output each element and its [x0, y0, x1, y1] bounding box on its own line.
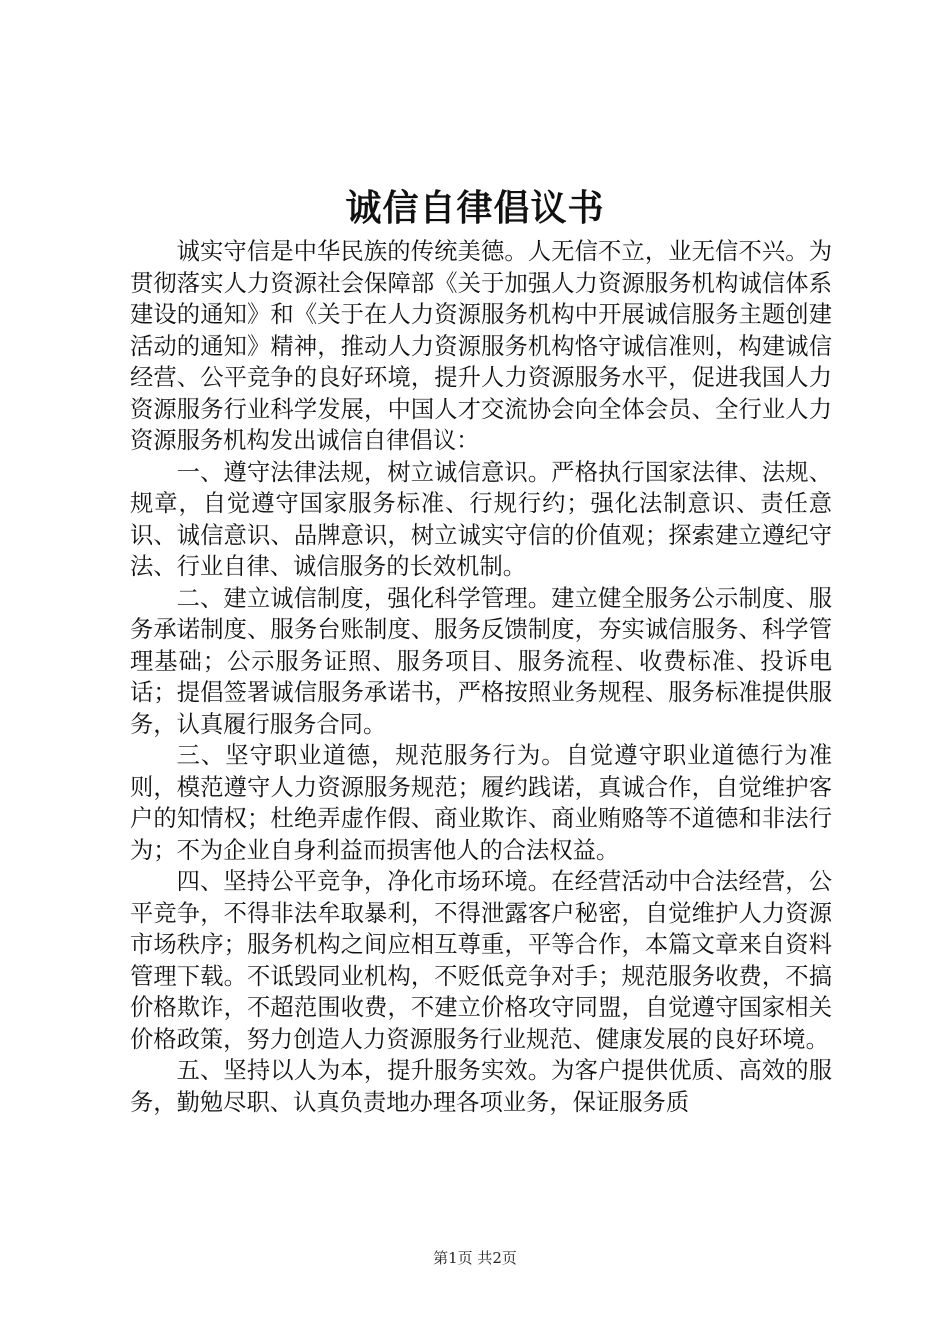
- page-number-footer: 第1页 共2页: [433, 1249, 517, 1267]
- document-body: [130, 236, 832, 1118]
- paragraph-item-4: 四、坚持公平竞争，净化市场环境。在经营活动中合法经营，公平竞争，不得非法牟取暴利，不得泄露客户秘密，自觉维护人力资源市场秩序；服务机构之间应相互尊重，平等合作，本篇文章来自资料管理下载。不诋毁同业机构，不贬低竞争对手；规范服务收费，不搞价格欺诈，不超范围收费，不建立价格攻守同盟，自觉遵守国家相关价格政策，努力创造人力资源服务行业规范、健康发展的良好环境。: [130, 868, 832, 1053]
- paragraph-item-3: 三、坚守职业道德，规范服务行为。自觉遵守职业道德行为准则，模范遵守人力资源服务规范；履约践诺，真诚合作，自觉维护客户的知情权；杜绝弄虚作假、商业欺诈、商业贿赂等不道德和非法行为；不为企业自身利益而损害他人的合法权益。: [130, 742, 832, 864]
- paragraph-item-2: 二、建立诚信制度，强化科学管理。建立健全服务公示制度、服务承诺制度、服务台账制度、服务反馈制度，夯实诚信服务、科学管理基础；公示服务证照、服务项目、服务流程、收费标准、投诉电话；提倡签署诚信服务承诺书，严格按照业务规程、服务标准提供服务，认真履行服务合同。: [130, 584, 832, 738]
- paragraph-intro: 诚实守信是中华民族的传统美德。人无信不立，业无信不兴。为贯彻落实人力资源社会保障部《关于加强人力资源服务机构诚信体系建设的通知》和《关于在人力资源服务机构中开展诚信服务主题创建活动的通知》精神，推动人力资源服务机构恪守诚信准则，构建诚信经营、公平竞争的良好环境，提升人力资源服务水平，促进我国人力资源服务行业科学发展，中国人才交流协会向全体会员、全行业人力资源服务机构发出诚信自律倡议：: [130, 238, 832, 454]
- paragraph-item-1: 一、遵守法律法规，树立诚信意识。严格执行国家法律、法规、规章，自觉遵守国家服务标准、行规行约；强化法制意识、责任意识、诚信意识、品牌意识，树立诚实守信的价值观；探索建立遵纪守法、行业自律、诚信服务的长效机制。: [130, 458, 832, 580]
- document-title: 诚信自律倡议书: [345, 187, 605, 229]
- paragraph-item-5: 五、坚持以人为本，提升服务实效。为客户提供优质、高效的服务，勤勉尽职、认真负责地办理各项业务，保证服务质: [130, 1057, 832, 1116]
